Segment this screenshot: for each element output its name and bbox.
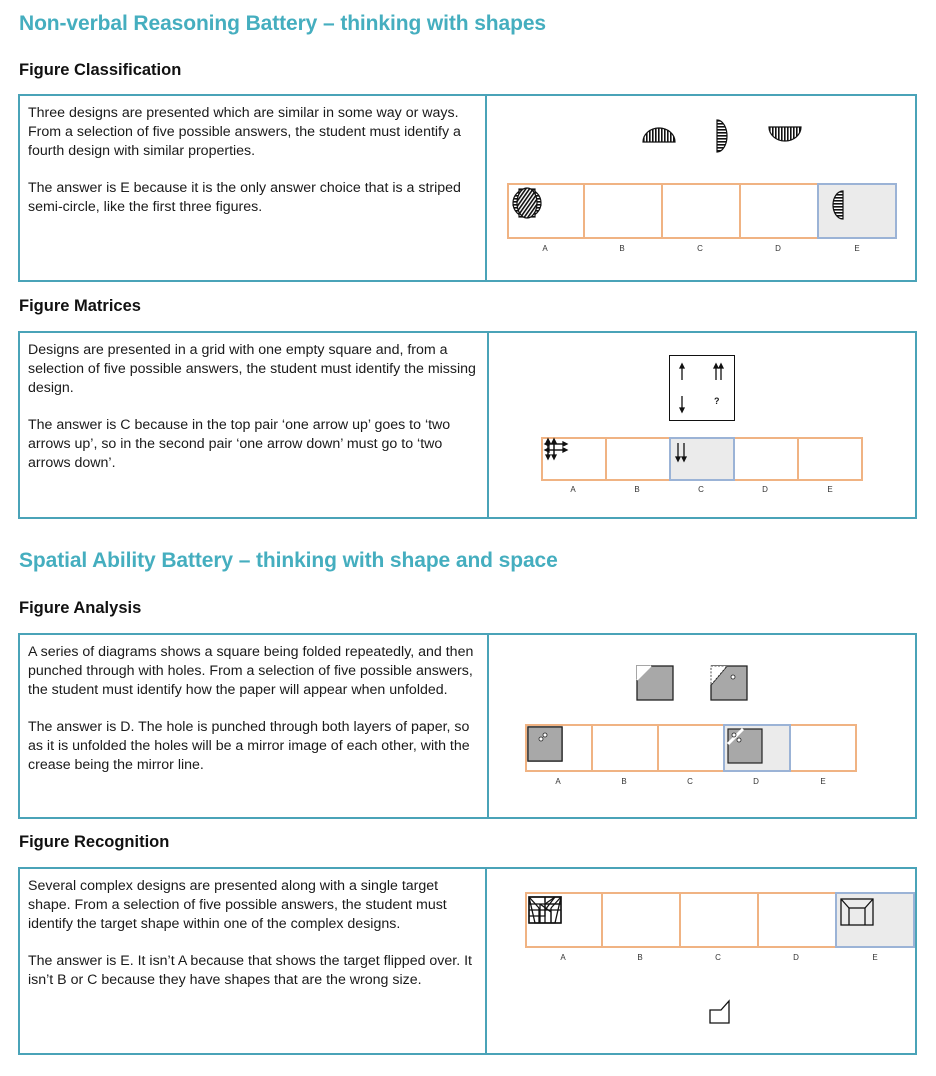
- choice-label-c: C: [687, 777, 693, 786]
- answer-choices: [541, 437, 863, 481]
- choice-label-d: D: [793, 953, 799, 962]
- choice-label-a: A: [570, 485, 576, 494]
- choice-c[interactable]: [669, 437, 735, 481]
- figure-analysis-box: [18, 633, 917, 819]
- choice-b[interactable]: [601, 892, 681, 948]
- folded-paper-step-2: [711, 666, 747, 700]
- striped-oval-icon: [507, 183, 547, 223]
- choice-labels: [525, 777, 857, 786]
- choice-d[interactable]: [733, 437, 799, 481]
- mixed-arrows-icon: [541, 437, 561, 463]
- figure-analysis-text: [28, 643, 480, 775]
- target-shape-icon: [710, 1001, 729, 1023]
- description-text: A series of diagrams shows a square being folded repeatedly, and then punched through with holes. From a selection of five possible answers, the student must identify how the paper will appear when unfolded.: [28, 644, 474, 698]
- choice-e[interactable]: [789, 724, 857, 772]
- choice-labels: [507, 244, 897, 253]
- choice-d[interactable]: [723, 724, 791, 772]
- choice-label-e: E: [820, 777, 826, 786]
- unfolded-paper-icon: [725, 726, 765, 766]
- heading-figure-analysis: Figure Analysis: [19, 599, 142, 617]
- striped-half-circle-icon: [819, 185, 859, 225]
- one-arrow-up-icon: [680, 364, 684, 380]
- choice-label-b: B: [634, 485, 640, 494]
- choice-label-c: C: [697, 244, 703, 253]
- choice-b[interactable]: [583, 183, 663, 239]
- figure-classification-box: [18, 94, 917, 282]
- choice-label-a: A: [555, 777, 561, 786]
- matrix-grid: [669, 355, 735, 421]
- choice-label-c: C: [715, 953, 721, 962]
- figure-matrices-illustration: [489, 333, 915, 517]
- choice-b[interactable]: [591, 724, 659, 772]
- heading-figure-recognition: Figure Recognition: [19, 833, 170, 851]
- choice-label-e: E: [827, 485, 833, 494]
- choice-e[interactable]: [797, 437, 863, 481]
- answer-choices: [507, 183, 897, 239]
- description-text: Several complex designs are presented along with a single target shape. From a selection of five possible answers, the student must identify the target shape within one of the complex designs.: [28, 878, 447, 932]
- section-title-nonverbal: Non-verbal Reasoning Battery – thinking with shapes: [19, 12, 546, 35]
- choice-b[interactable]: [605, 437, 671, 481]
- answer-text: The answer is D. The hole is punched through both layers of paper, so as it is unfolded the holes will be a mirror image of each other, with the crease being the mirror line.: [28, 719, 470, 773]
- figure-classification-text: [28, 104, 480, 217]
- choice-c[interactable]: [661, 183, 741, 239]
- section-title-spatial: Spatial Ability Battery – thinking with shape and space: [19, 549, 558, 572]
- choice-label-d: D: [753, 777, 759, 786]
- choice-label-a: A: [542, 244, 548, 253]
- choice-label-c: C: [698, 485, 704, 494]
- two-arrows-up-icon: [714, 364, 723, 380]
- figure-matrices-text: [28, 341, 480, 473]
- answer-text: The answer is C because in the top pair ‘one arrow up’ goes to ‘two arrows up’, so in the second pair ‘one arrow down’ must go to ‘two arrows down’.: [28, 417, 451, 471]
- figure-classification-illustration: [487, 96, 915, 280]
- choice-label-e: E: [872, 953, 878, 962]
- choice-label-b: B: [637, 953, 643, 962]
- answer-choices: [525, 892, 915, 948]
- striped-bowl-shape: [769, 127, 801, 141]
- choice-labels: [525, 953, 915, 962]
- choice-e[interactable]: [835, 892, 915, 948]
- figure-recognition-illustration: [487, 869, 915, 1053]
- choice-label-b: B: [619, 244, 625, 253]
- missing-cell-placeholder: ?: [714, 396, 720, 406]
- striped-dome-shape: [643, 128, 675, 142]
- choice-d[interactable]: [739, 183, 819, 239]
- folded-paper-step-1: [637, 666, 673, 700]
- complex-design-icon: [525, 892, 565, 928]
- one-arrow-down-icon: [680, 396, 684, 412]
- figure-matrices-box: [18, 331, 917, 519]
- figure-analysis-illustration: [489, 635, 915, 817]
- heading-figure-matrices: Figure Matrices: [19, 297, 141, 315]
- striped-half-circle-right-shape: [717, 120, 727, 152]
- description-text: Designs are presented in a grid with one empty square and, from a selection of five possible answers, the student must identify the missing design.: [28, 342, 476, 396]
- choice-label-d: D: [775, 244, 781, 253]
- answer-text: The answer is E because it is the only answer choice that is a striped semi-circle, like the first three figures.: [28, 180, 461, 215]
- choice-c[interactable]: [679, 892, 759, 948]
- figure-recognition-box: [18, 867, 917, 1055]
- complex-design-icon: [837, 894, 877, 930]
- choice-label-b: B: [621, 777, 627, 786]
- choice-label-d: D: [762, 485, 768, 494]
- unfolded-paper-icon: [525, 724, 565, 764]
- choice-e[interactable]: [817, 183, 897, 239]
- description-text: Three designs are presented which are similar in some way or ways. From a selection of five possible answers, the student must identify a fourth design with similar properties.: [28, 105, 461, 159]
- answer-text: The answer is E. It isn’t A because that shows the target flipped over. It isn’t B or C because they have shapes that are the wrong size.: [28, 953, 472, 988]
- two-arrows-down-icon: [671, 439, 691, 465]
- choice-label-a: A: [560, 953, 566, 962]
- matrix-arrows: [670, 356, 736, 422]
- figure-recognition-text: [28, 877, 480, 990]
- choice-d[interactable]: [757, 892, 837, 948]
- choice-labels: [541, 485, 863, 494]
- heading-figure-classification: Figure Classification: [19, 61, 182, 79]
- choice-c[interactable]: [657, 724, 725, 772]
- answer-choices: [525, 724, 857, 772]
- choice-label-e: E: [854, 244, 860, 253]
